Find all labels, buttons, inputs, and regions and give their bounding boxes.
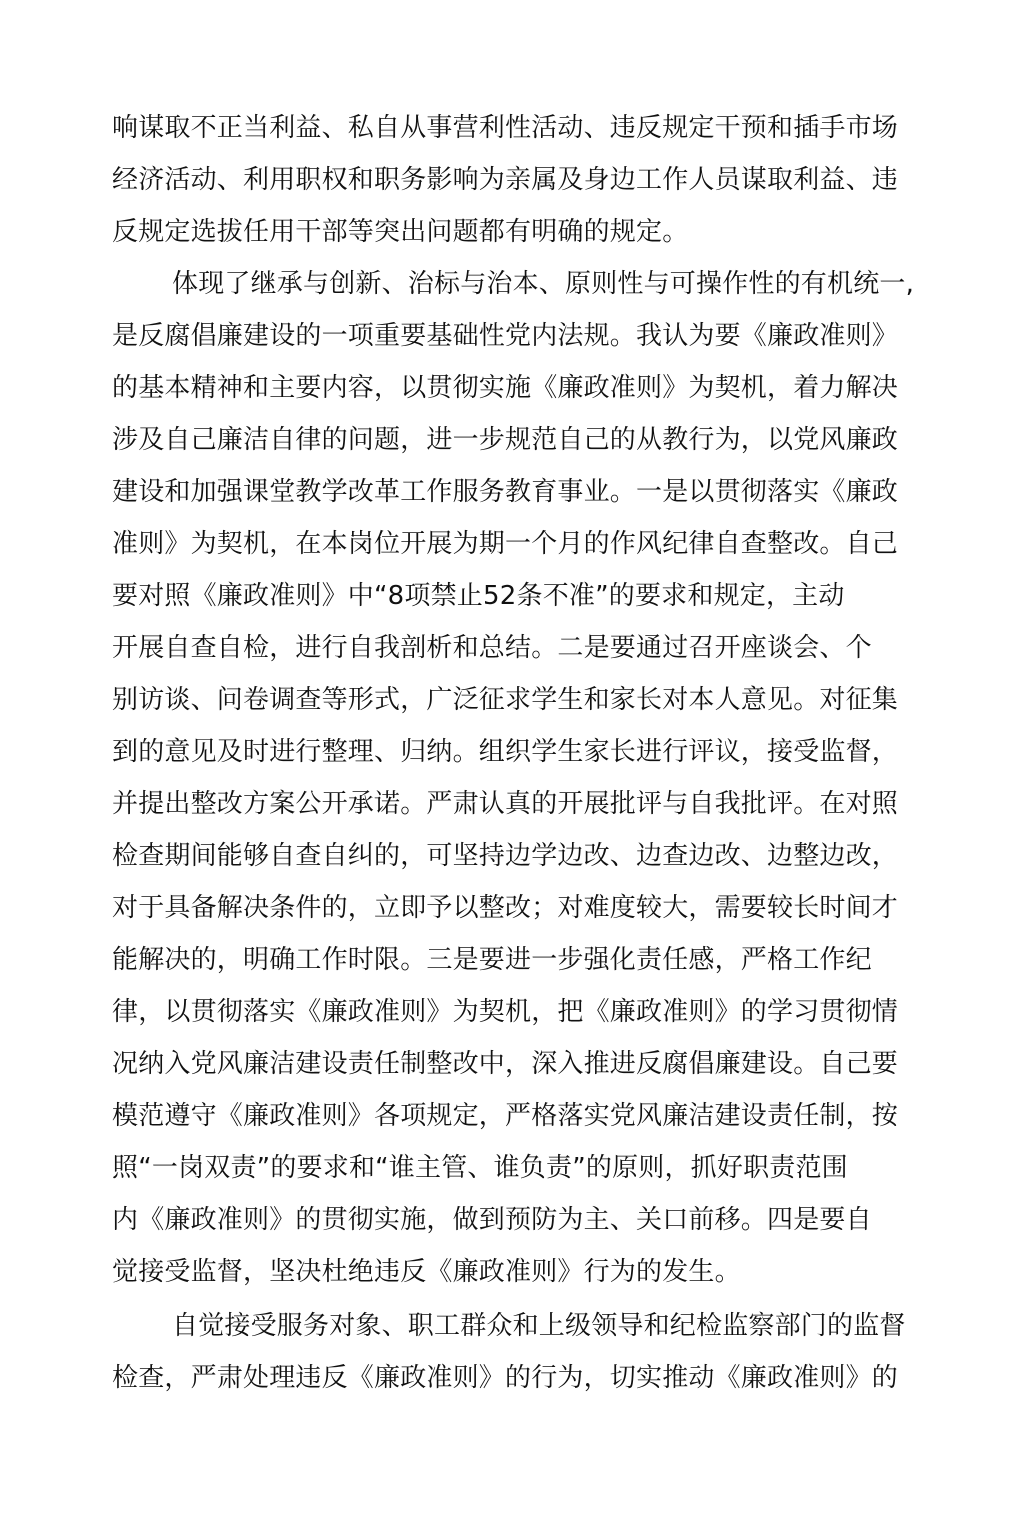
text-line: 能解决的，明确工作时限。三是要进一步强化责任感，严格工作纪 xyxy=(112,945,872,975)
text-line: 反规定选拔任用干部等突出问题都有明确的规定。 xyxy=(112,217,689,247)
text-line: 涉及自己廉洁自律的问题，进一步规范自己的从教行为，以党风廉政 xyxy=(112,425,899,455)
text-line: 准则》为契机，在本岗位开展为期一个月的作风纪律自查整改。自己 xyxy=(112,529,899,559)
text-line: 内《廉政准则》的贯彻实施，做到预防为主、关口前移。四是要自 xyxy=(112,1205,872,1235)
text-line: 经济活动、利用职权和职务影响为亲属及身边工作人员谋取利益、违 xyxy=(112,165,899,195)
text-line: 到的意见及时进行整理、归纳。组织学生家长进行评议，接受监督， xyxy=(112,737,899,767)
text-line: 模范遵守《廉政准则》各项规定，严格落实党风廉洁建设责任制，按 xyxy=(112,1101,899,1131)
text-line: 觉接受监督，坚决杜绝违反《廉政准则》行为的发生。 xyxy=(112,1257,741,1287)
text-line: 要对照《廉政准则》中“8项禁止52条不准”的要求和规定，主动 xyxy=(112,581,845,611)
text-line: 开展自查自检，进行自我剖析和总结。二是要通过召开座谈会、个 xyxy=(112,633,872,663)
text-line: 建设和加强课堂教学改革工作服务教育事业。一是以贯彻落实《廉政 xyxy=(112,477,899,507)
text-line: 律，以贯彻落实《廉政准则》为契机，把《廉政准则》的学习贯彻情 xyxy=(112,997,899,1027)
paragraph-start-line: 自觉接受服务对象、职工群众和上级领导和纪检监察部门的监督 xyxy=(172,1311,906,1341)
text-line: 是反腐倡廉建设的一项重要基础性党内法规。我认为要《廉政准则》 xyxy=(112,321,899,351)
text-line: 并提出整改方案公开承诺。严肃认真的开展批评与自我批评。在对照 xyxy=(112,789,899,819)
text-line: 的基本精神和主要内容，以贯彻实施《廉政准则》为契机，着力解决 xyxy=(112,373,899,403)
paragraph-start-line: 体现了继承与创新、治标与治本、原则性与可操作性的有机统一, xyxy=(172,269,915,299)
text-line: 况纳入党风廉洁建设责任制整改中，深入推进反腐倡廉建设。自己要 xyxy=(112,1049,899,1079)
text-line: 响谋取不正当利益、私自从事营利性活动、违反规定干预和插手市场 xyxy=(112,113,899,143)
text-line: 别访谈、问卷调查等形式，广泛征求学生和家长对本人意见。对征集 xyxy=(112,685,899,715)
text-line: 检查期间能够自查自纠的，可坚持边学边改、边查边改、边整边改， xyxy=(112,841,899,871)
text-line: 照“一岗双责”的要求和“谁主管、谁负责”的原则，抓好职责范围 xyxy=(112,1153,848,1183)
text-line: 检查，严肃处理违反《廉政准则》的行为，切实推动《廉政准则》的 xyxy=(112,1363,899,1393)
text-line: 对于具备解决条件的，立即予以整改；对难度较大，需要较长时间才 xyxy=(112,893,899,923)
